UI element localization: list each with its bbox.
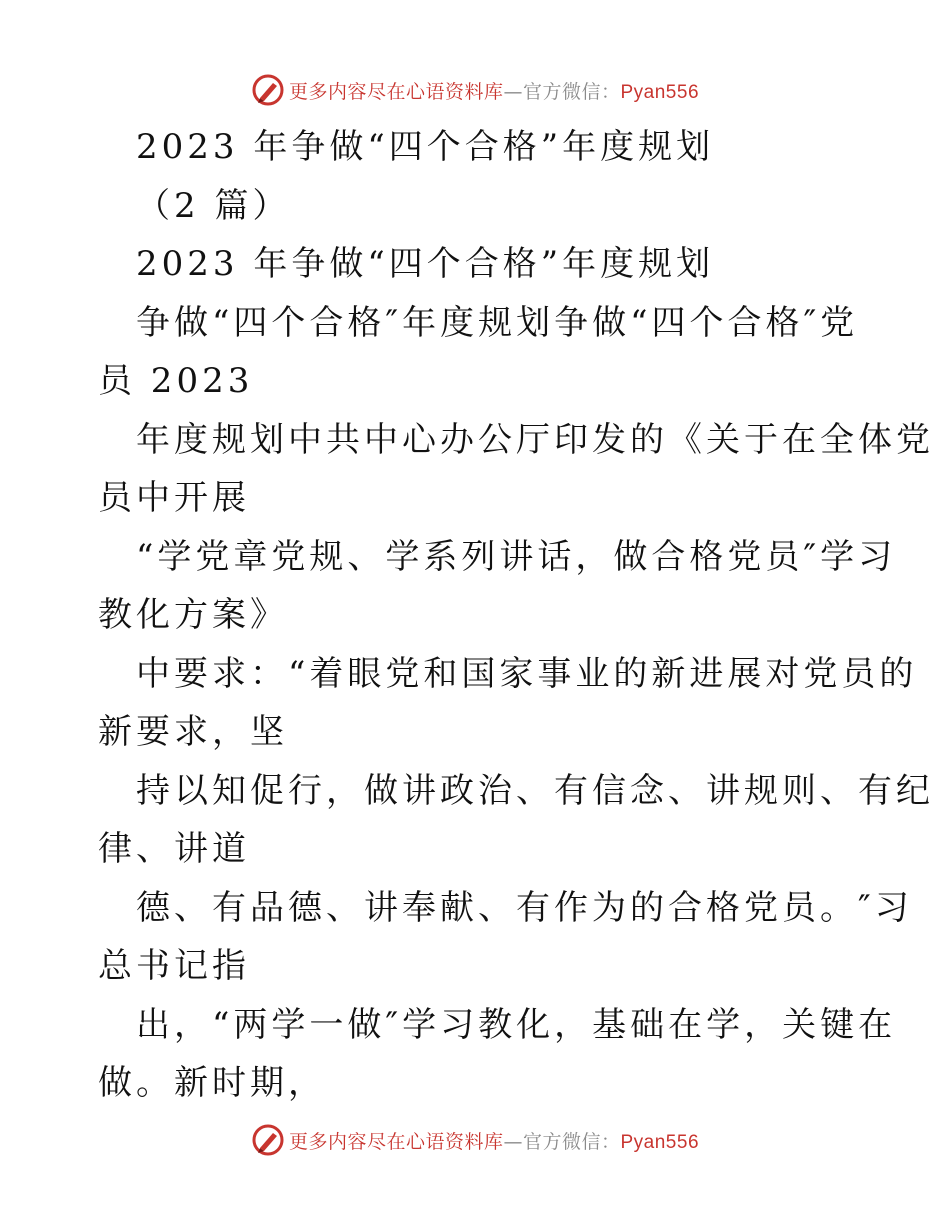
doc-line: 年度规划中共中心办公厅印发的《关于在全体党 (136, 419, 934, 460)
doc-line: 员 2023 (98, 361, 254, 401)
doc-line: 教化方案》 (98, 595, 288, 635)
doc-line: 2023 年争做“四个合格”年度规划 (136, 244, 715, 284)
banner-wechat-label: 官方微信： (522, 1130, 621, 1153)
doc-line: 员中开展 (98, 478, 250, 518)
banner-wechat-id: Pyan556 (620, 81, 700, 103)
doc-line: 2023 年争做“四个合格”年度规划 (136, 127, 715, 167)
banner-wechat-label: 官方微信： (522, 80, 621, 103)
doc-line: 总书记指 (98, 946, 250, 986)
doc-line: （2 篇） (136, 185, 291, 226)
doc-line: 中要求：“着眼党和国家事业的新进展对党员的 (136, 653, 918, 694)
header-banner (0, 70, 950, 110)
footer-banner (0, 1120, 950, 1160)
pen-circle-logo-icon (251, 73, 285, 107)
doc-line: 做。新时期， (98, 1063, 326, 1103)
banner-brand-text: 更多内容尽在心语资料库 (288, 80, 504, 103)
banner-wechat-id: Pyan556 (620, 1131, 700, 1153)
doc-line: 德、有品德、讲奉献、有作为的合格党员。″习 (136, 887, 913, 928)
banner-brand-text: 更多内容尽在心语资料库 (288, 1130, 504, 1153)
banner-separator: — (503, 80, 523, 103)
banner-separator: — (503, 1130, 523, 1153)
doc-line: 新要求，坚 (98, 712, 288, 752)
doc-line: 争做“四个合格″年度规划争做“四个合格″党 (136, 302, 859, 343)
doc-line: 律、讲道 (98, 829, 250, 869)
pen-circle-logo-icon (251, 1123, 285, 1157)
doc-line: 持以知促行，做讲政治、有信念、讲规则、有纪 (136, 770, 934, 811)
doc-line: “学党章党规、学系列讲话，做合格党员″学习 (136, 536, 897, 577)
document-body (98, 118, 934, 1113)
doc-line: 出，“两学一做″学习教化，基础在学，关键在 (136, 1004, 897, 1045)
